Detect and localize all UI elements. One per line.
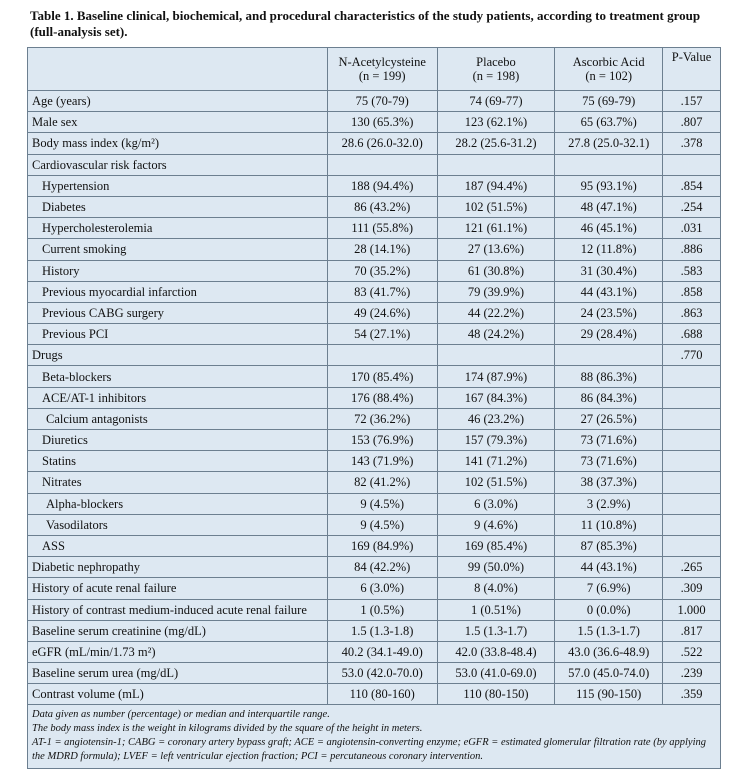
cell-p-value bbox=[663, 154, 721, 175]
cell-placebo: 167 (84.3%) bbox=[437, 387, 555, 408]
cell-ascorbic-acid: 27 (26.5%) bbox=[555, 408, 663, 429]
row-label: Vasodilators bbox=[28, 514, 328, 535]
row-label: Age (years) bbox=[28, 91, 328, 112]
cell-placebo: 174 (87.9%) bbox=[437, 366, 555, 387]
cell-p-value: .157 bbox=[663, 91, 721, 112]
cell-n-acetylcysteine: 9 (4.5%) bbox=[327, 514, 437, 535]
row-label: ACE/AT-1 inhibitors bbox=[28, 387, 328, 408]
row-label: eGFR (mL/min/1.73 m²) bbox=[28, 641, 328, 662]
cell-placebo: 123 (62.1%) bbox=[437, 112, 555, 133]
row-label: History of acute renal failure bbox=[28, 578, 328, 599]
table-row bbox=[28, 493, 721, 514]
cell-placebo: 6 (3.0%) bbox=[437, 493, 555, 514]
row-label: Diuretics bbox=[28, 430, 328, 451]
cell-ascorbic-acid: 44 (43.1%) bbox=[555, 557, 663, 578]
cell-n-acetylcysteine: 84 (42.2%) bbox=[327, 557, 437, 578]
cell-ascorbic-acid: 87 (85.3%) bbox=[555, 535, 663, 556]
cell-placebo: 1 (0.51%) bbox=[437, 599, 555, 620]
table-row bbox=[28, 112, 721, 133]
cell-n-acetylcysteine: 1.5 (1.3-1.8) bbox=[327, 620, 437, 641]
cell-n-acetylcysteine: 6 (3.0%) bbox=[327, 578, 437, 599]
baseline-characteristics-table bbox=[27, 47, 721, 769]
row-label: Contrast volume (mL) bbox=[28, 684, 328, 705]
cell-p-value bbox=[663, 366, 721, 387]
row-label: History bbox=[28, 260, 328, 281]
cell-p-value: 1.000 bbox=[663, 599, 721, 620]
cell-p-value: .886 bbox=[663, 239, 721, 260]
cell-ascorbic-acid: 115 (90-150) bbox=[555, 684, 663, 705]
header-p-value: P-Value bbox=[663, 48, 721, 91]
cell-n-acetylcysteine: 40.2 (34.1-49.0) bbox=[327, 641, 437, 662]
table-row bbox=[28, 281, 721, 302]
header-n-acetylcysteine: N-Acetylcysteine (n = 199) bbox=[327, 48, 437, 91]
cell-n-acetylcysteine: 86 (43.2%) bbox=[327, 196, 437, 217]
cell-ascorbic-acid: 86 (84.3%) bbox=[555, 387, 663, 408]
cell-n-acetylcysteine: 28.6 (26.0-32.0) bbox=[327, 133, 437, 154]
cell-ascorbic-acid bbox=[555, 154, 663, 175]
table-row bbox=[28, 91, 721, 112]
cell-n-acetylcysteine: 28 (14.1%) bbox=[327, 239, 437, 260]
cell-ascorbic-acid: 75 (69-79) bbox=[555, 91, 663, 112]
row-label: Current smoking bbox=[28, 239, 328, 260]
cell-n-acetylcysteine: 53.0 (42.0-70.0) bbox=[327, 663, 437, 684]
cell-n-acetylcysteine: 83 (41.7%) bbox=[327, 281, 437, 302]
cell-placebo: 141 (71.2%) bbox=[437, 451, 555, 472]
table-row bbox=[28, 514, 721, 535]
cell-p-value bbox=[663, 387, 721, 408]
cell-n-acetylcysteine bbox=[327, 154, 437, 175]
cell-n-acetylcysteine: 70 (35.2%) bbox=[327, 260, 437, 281]
row-label: Male sex bbox=[28, 112, 328, 133]
cell-n-acetylcysteine: 130 (65.3%) bbox=[327, 112, 437, 133]
header-ascorbic-acid: Ascorbic Acid (n = 102) bbox=[555, 48, 663, 91]
cell-p-value: .770 bbox=[663, 345, 721, 366]
table-row bbox=[28, 641, 721, 662]
cell-n-acetylcysteine: 72 (36.2%) bbox=[327, 408, 437, 429]
cell-n-acetylcysteine: 188 (94.4%) bbox=[327, 175, 437, 196]
cell-n-acetylcysteine: 49 (24.6%) bbox=[327, 302, 437, 323]
table-row bbox=[28, 451, 721, 472]
table-row bbox=[28, 557, 721, 578]
cell-p-value: .359 bbox=[663, 684, 721, 705]
table-row bbox=[28, 387, 721, 408]
cell-ascorbic-acid: 11 (10.8%) bbox=[555, 514, 663, 535]
footnote-row bbox=[28, 705, 721, 769]
cell-p-value bbox=[663, 535, 721, 556]
cell-placebo: 99 (50.0%) bbox=[437, 557, 555, 578]
cell-n-acetylcysteine: 111 (55.8%) bbox=[327, 218, 437, 239]
cell-n-acetylcysteine: 110 (80-160) bbox=[327, 684, 437, 705]
table-row bbox=[28, 366, 721, 387]
cell-ascorbic-acid: 31 (30.4%) bbox=[555, 260, 663, 281]
table-row bbox=[28, 302, 721, 323]
row-label: Alpha-blockers bbox=[28, 493, 328, 514]
cell-n-acetylcysteine: 54 (27.1%) bbox=[327, 324, 437, 345]
cell-placebo bbox=[437, 345, 555, 366]
cell-placebo: 28.2 (25.6-31.2) bbox=[437, 133, 555, 154]
header-label-cell bbox=[28, 48, 328, 91]
cell-p-value bbox=[663, 408, 721, 429]
cell-p-value: .254 bbox=[663, 196, 721, 217]
cell-ascorbic-acid: 1.5 (1.3-1.7) bbox=[555, 620, 663, 641]
footnotes bbox=[28, 705, 721, 769]
table-row bbox=[28, 472, 721, 493]
row-label: Cardiovascular risk factors bbox=[28, 154, 328, 175]
cell-placebo: 48 (24.2%) bbox=[437, 324, 555, 345]
table-row bbox=[28, 133, 721, 154]
cell-p-value: .858 bbox=[663, 281, 721, 302]
cell-ascorbic-acid: 27.8 (25.0-32.1) bbox=[555, 133, 663, 154]
row-label: History of contrast medium-induced acute renal failure bbox=[28, 599, 328, 620]
cell-placebo: 42.0 (33.8-48.4) bbox=[437, 641, 555, 662]
table-row bbox=[28, 345, 721, 366]
cell-placebo: 110 (80-150) bbox=[437, 684, 555, 705]
cell-ascorbic-acid: 73 (71.6%) bbox=[555, 451, 663, 472]
row-label: Baseline serum creatinine (mg/dL) bbox=[28, 620, 328, 641]
cell-ascorbic-acid: 29 (28.4%) bbox=[555, 324, 663, 345]
cell-p-value: .522 bbox=[663, 641, 721, 662]
cell-n-acetylcysteine: 143 (71.9%) bbox=[327, 451, 437, 472]
table-row bbox=[28, 260, 721, 281]
cell-ascorbic-acid bbox=[555, 345, 663, 366]
cell-p-value bbox=[663, 451, 721, 472]
cell-p-value: .854 bbox=[663, 175, 721, 196]
cell-p-value: .817 bbox=[663, 620, 721, 641]
row-label: Hypercholesterolemia bbox=[28, 218, 328, 239]
cell-placebo: 102 (51.5%) bbox=[437, 196, 555, 217]
row-label: Statins bbox=[28, 451, 328, 472]
cell-p-value: .265 bbox=[663, 557, 721, 578]
cell-placebo: 187 (94.4%) bbox=[437, 175, 555, 196]
cell-ascorbic-acid: 43.0 (36.6-48.9) bbox=[555, 641, 663, 662]
row-label: Nitrates bbox=[28, 472, 328, 493]
table-row bbox=[28, 620, 721, 641]
cell-placebo: 8 (4.0%) bbox=[437, 578, 555, 599]
cell-ascorbic-acid: 65 (63.7%) bbox=[555, 112, 663, 133]
cell-p-value: .863 bbox=[663, 302, 721, 323]
row-label: ASS bbox=[28, 535, 328, 556]
row-label: Drugs bbox=[28, 345, 328, 366]
cell-n-acetylcysteine: 153 (76.9%) bbox=[327, 430, 437, 451]
row-label: Hypertension bbox=[28, 175, 328, 196]
cell-p-value bbox=[663, 472, 721, 493]
cell-placebo: 9 (4.6%) bbox=[437, 514, 555, 535]
row-label: Body mass index (kg/m²) bbox=[28, 133, 328, 154]
row-label: Previous PCI bbox=[28, 324, 328, 345]
cell-ascorbic-acid: 48 (47.1%) bbox=[555, 196, 663, 217]
table-row bbox=[28, 663, 721, 684]
cell-placebo: 102 (51.5%) bbox=[437, 472, 555, 493]
cell-p-value: .807 bbox=[663, 112, 721, 133]
cell-n-acetylcysteine: 82 (41.2%) bbox=[327, 472, 437, 493]
cell-ascorbic-acid: 7 (6.9%) bbox=[555, 578, 663, 599]
row-label: Beta-blockers bbox=[28, 366, 328, 387]
row-label: Baseline serum urea (mg/dL) bbox=[28, 663, 328, 684]
row-label: Calcium antagonists bbox=[28, 408, 328, 429]
footnote-2: The body mass index is the weight in kilograms divided by the square of the height in meters. bbox=[32, 723, 423, 735]
cell-placebo: 79 (39.9%) bbox=[437, 281, 555, 302]
table-row bbox=[28, 239, 721, 260]
cell-p-value: .239 bbox=[663, 663, 721, 684]
cell-placebo bbox=[437, 154, 555, 175]
cell-ascorbic-acid: 46 (45.1%) bbox=[555, 218, 663, 239]
header-placebo: Placebo (n = 198) bbox=[437, 48, 555, 91]
cell-placebo: 27 (13.6%) bbox=[437, 239, 555, 260]
cell-p-value: .031 bbox=[663, 218, 721, 239]
row-label: Diabetes bbox=[28, 196, 328, 217]
table-row bbox=[28, 324, 721, 345]
cell-ascorbic-acid: 44 (43.1%) bbox=[555, 281, 663, 302]
cell-ascorbic-acid: 24 (23.5%) bbox=[555, 302, 663, 323]
cell-n-acetylcysteine: 170 (85.4%) bbox=[327, 366, 437, 387]
cell-ascorbic-acid: 0 (0.0%) bbox=[555, 599, 663, 620]
cell-ascorbic-acid: 88 (86.3%) bbox=[555, 366, 663, 387]
cell-ascorbic-acid: 3 (2.9%) bbox=[555, 493, 663, 514]
row-label: Previous CABG surgery bbox=[28, 302, 328, 323]
table-row bbox=[28, 175, 721, 196]
table-row bbox=[28, 535, 721, 556]
footnote-1: Data given as number (percentage) or median and interquartile range. bbox=[32, 709, 330, 721]
cell-p-value bbox=[663, 430, 721, 451]
table-row bbox=[28, 408, 721, 429]
cell-placebo: 44 (22.2%) bbox=[437, 302, 555, 323]
table-row bbox=[28, 154, 721, 175]
cell-p-value: .378 bbox=[663, 133, 721, 154]
cell-placebo: 74 (69-77) bbox=[437, 91, 555, 112]
cell-p-value: .688 bbox=[663, 324, 721, 345]
cell-ascorbic-acid: 57.0 (45.0-74.0) bbox=[555, 663, 663, 684]
cell-p-value: .309 bbox=[663, 578, 721, 599]
cell-placebo: 1.5 (1.3-1.7) bbox=[437, 620, 555, 641]
cell-p-value bbox=[663, 514, 721, 535]
row-label: Diabetic nephropathy bbox=[28, 557, 328, 578]
table-row bbox=[28, 599, 721, 620]
cell-placebo: 121 (61.1%) bbox=[437, 218, 555, 239]
table-row bbox=[28, 578, 721, 599]
cell-p-value: .583 bbox=[663, 260, 721, 281]
cell-ascorbic-acid: 95 (93.1%) bbox=[555, 175, 663, 196]
footnote-3: AT-1 = angiotensin-1; CABG = coronary artery bypass graft; ACE = angiotensin-converting enzyme; eGFR = estimated glomerular filtration rate (by applying the MDRD formula); LVEF = left ventricular ejection fraction; PCI = percutaneous coronary intervention. bbox=[32, 737, 706, 763]
cell-n-acetylcysteine: 75 (70-79) bbox=[327, 91, 437, 112]
header-row bbox=[28, 48, 721, 91]
table-caption: Table 1. Baseline clinical, biochemical, and procedural characteristics of the study patients, according to treatment group (full-analysis set). bbox=[30, 8, 701, 39]
table-row bbox=[28, 684, 721, 705]
cell-n-acetylcysteine: 169 (84.9%) bbox=[327, 535, 437, 556]
cell-n-acetylcysteine: 176 (88.4%) bbox=[327, 387, 437, 408]
cell-ascorbic-acid: 12 (11.8%) bbox=[555, 239, 663, 260]
table-row bbox=[28, 430, 721, 451]
cell-ascorbic-acid: 38 (37.3%) bbox=[555, 472, 663, 493]
row-label: Previous myocardial infarction bbox=[28, 281, 328, 302]
table-row bbox=[28, 196, 721, 217]
cell-placebo: 157 (79.3%) bbox=[437, 430, 555, 451]
cell-n-acetylcysteine: 9 (4.5%) bbox=[327, 493, 437, 514]
table-row bbox=[28, 218, 721, 239]
cell-placebo: 61 (30.8%) bbox=[437, 260, 555, 281]
cell-n-acetylcysteine bbox=[327, 345, 437, 366]
cell-placebo: 169 (85.4%) bbox=[437, 535, 555, 556]
cell-n-acetylcysteine: 1 (0.5%) bbox=[327, 599, 437, 620]
cell-placebo: 53.0 (41.0-69.0) bbox=[437, 663, 555, 684]
cell-ascorbic-acid: 73 (71.6%) bbox=[555, 430, 663, 451]
cell-placebo: 46 (23.2%) bbox=[437, 408, 555, 429]
cell-p-value bbox=[663, 493, 721, 514]
